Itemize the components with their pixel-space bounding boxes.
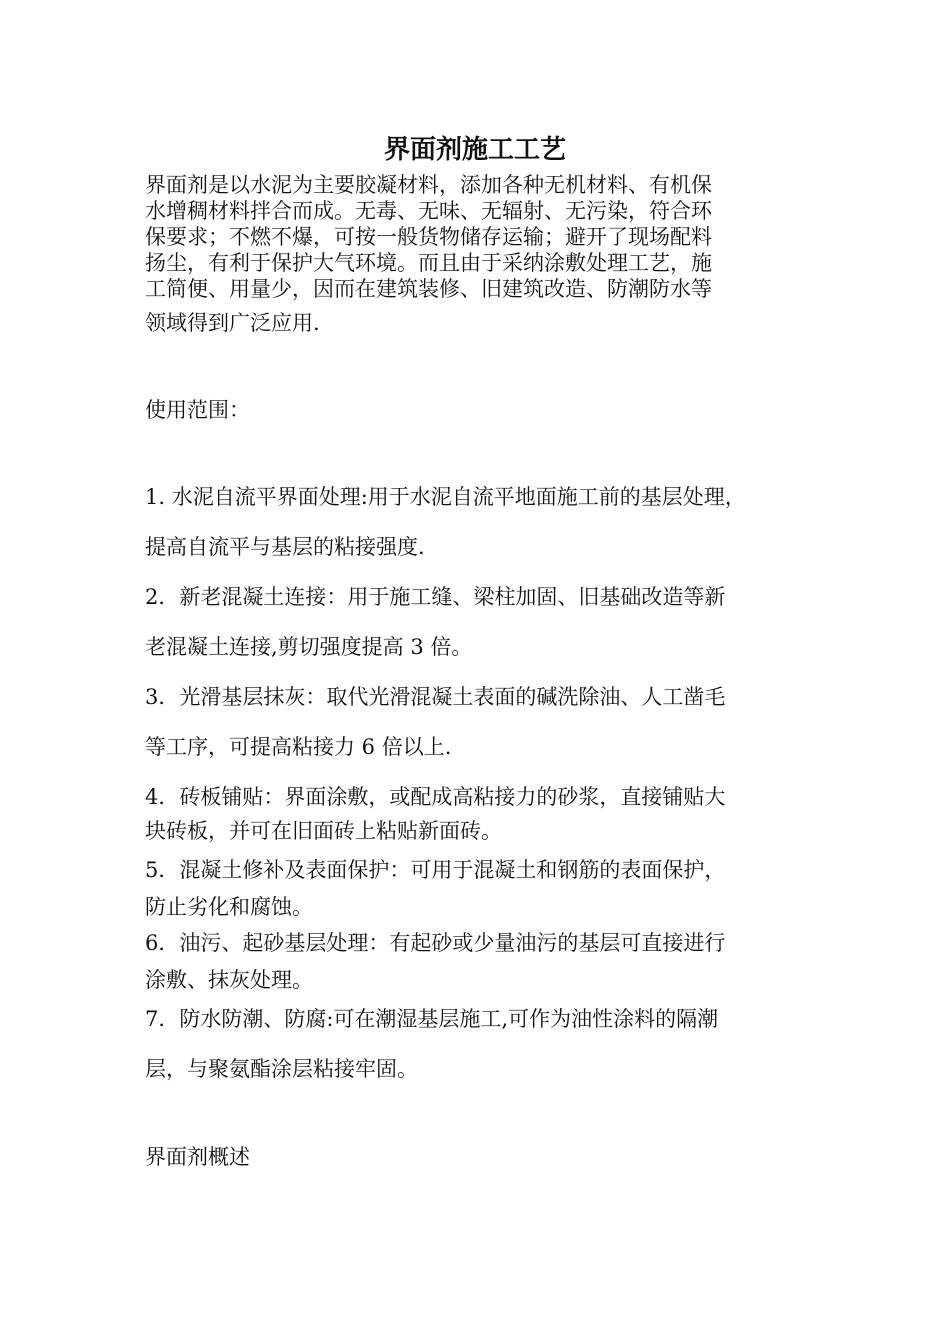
scope-item-6-line-1: 6．油污、起砂基层处理：有起砂或少量油污的基层可直接进行 — [145, 931, 726, 955]
scope-item-7-line-1: 7．防水防潮、防腐:可在潮湿基层施工,可作为油性涂料的隔潮 — [145, 1007, 719, 1031]
intro-paragraph — [145, 172, 810, 302]
scope-item-3-line-2: 等工序，可提高粘接力 6 倍以上. — [145, 735, 452, 759]
scope-heading: 使用范围： — [145, 398, 250, 422]
scope-item-7-line-2: 层，与聚氨酯涂层粘接牢固。 — [145, 1057, 418, 1081]
intro-line: 保要求；不燃不爆，可按一般货物储存运输；避开了现场配料 — [145, 225, 712, 249]
scope-item-2-line-2: 老混凝土连接,剪切强度提高 3 倍。 — [145, 635, 473, 659]
scope-item-5-line-1: 5．混凝土修补及表面保护：可用于混凝土和钢筋的表面保护， — [145, 858, 726, 882]
scope-item-3-line-1: 3．光滑基层抹灰：取代光滑混凝土表面的碱洗除油、人工凿毛 — [145, 685, 726, 709]
document-title: 界面剂施工工艺 — [383, 135, 566, 165]
scope-item-5-line-2: 防止劣化和腐蚀。 — [145, 895, 313, 919]
scope-item-1-line-1: 1. 水泥自流平界面处理:用于水泥自流平地面施工前的基层处理， — [145, 485, 746, 509]
overview-heading: 界面剂概述 — [145, 1145, 250, 1169]
intro-line: 工简便、用量少，因而在建筑装修、旧建筑改造、防潮防水等 — [145, 277, 712, 301]
intro-line: 界面剂是以水泥为主要胶凝材料，添加各种无机材料、有机保 — [145, 173, 712, 197]
scope-item-4-line-2: 块砖板，并可在旧面砖上粘贴新面砖。 — [145, 819, 502, 843]
intro-line: 水增稠材料拌合而成。无毒、无味、无辐射、无污染，符合环 — [145, 199, 712, 223]
scope-item-6-line-2: 涂敷、抹灰处理。 — [145, 968, 313, 992]
intro-line: 扬尘，有利于保护大气环境。而且由于采纳涂敷处理工艺，施 — [145, 251, 712, 275]
intro-line-last: 领域得到广泛应用. — [145, 311, 320, 335]
scope-item-4-line-1: 4．砖板铺贴：界面涂敷，或配成高粘接力的砂浆，直接铺贴大 — [145, 785, 726, 809]
scope-item-2-line-1: 2．新老混凝土连接：用于施工缝、梁柱加固、旧基础改造等新 — [145, 585, 726, 609]
scope-item-1-line-2: 提高自流平与基层的粘接强度. — [145, 535, 425, 559]
